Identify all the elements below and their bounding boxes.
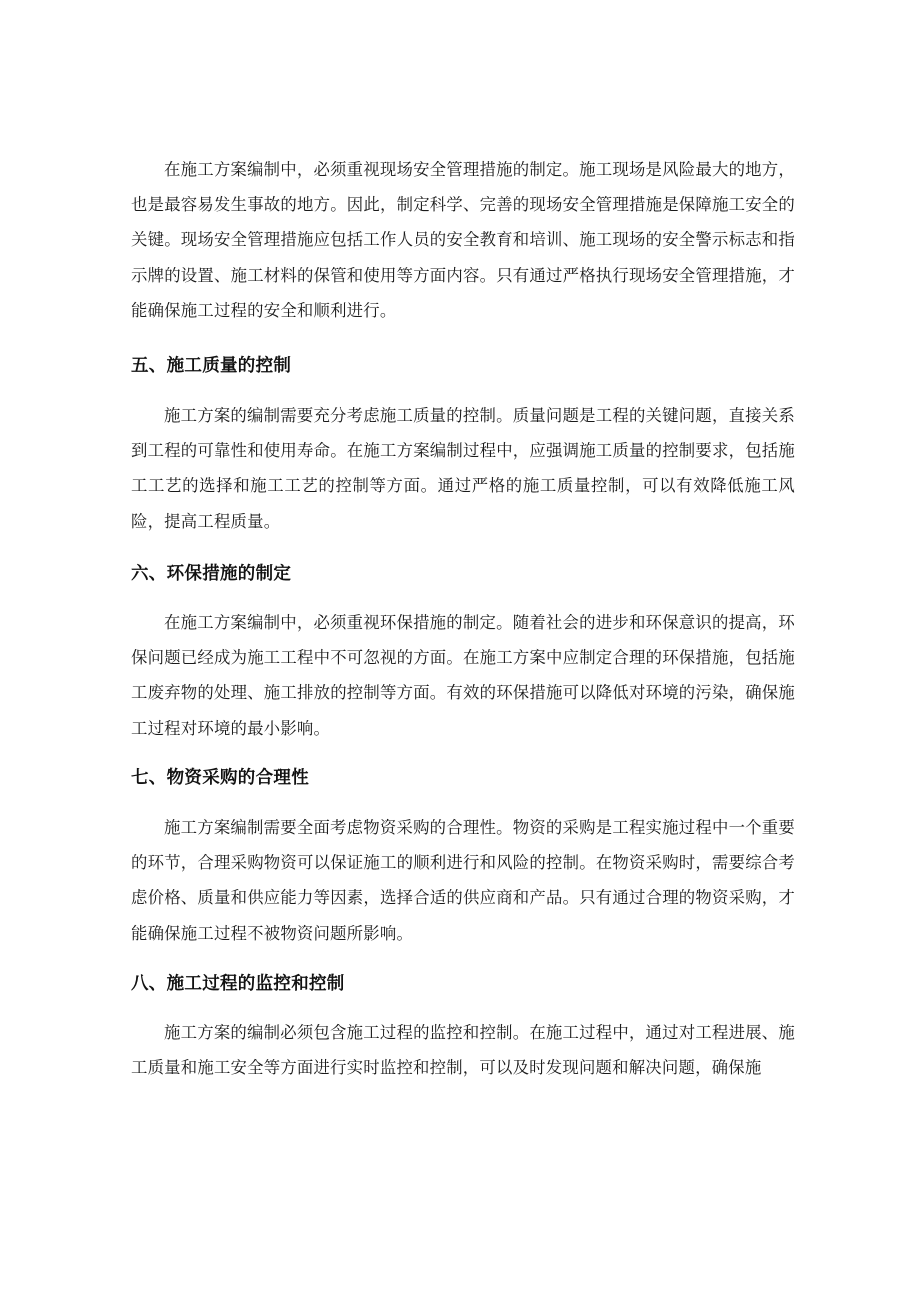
heading-section-5: 五、施工质量的控制 (131, 356, 292, 376)
paragraph-section-5: 施工方案的编制需要充分考虑施工质量的控制。质量问题是工程的关键问题，直接关系到工程的可靠性和使用寿命。在施工方案编制过程中，应强调施工质量的控制要求，包括施工工艺的选择和施工工艺的控制等方面。通过严格的施工质量控制，可以有效降低施工风险，提高工程质量。 (131, 406, 795, 531)
paragraph-section-7: 施工方案编制需要全面考虑物资采购的合理性。物资的采购是工程实施过程中一个重要的环节，合理采购物资可以保证施工的顺利进行和风险的控制。在物资采购时，需要综合考虑价格、质量和供应能力等因素，选择合适的供应商和产品。只有通过合理的物资采购，才能确保施工过程不被物资问题所影响。 (131, 818, 795, 943)
heading-section-8: 八、施工过程的监控和控制 (131, 974, 345, 994)
heading-section-6: 六、环保措施的制定 (131, 564, 292, 584)
paragraph-section-8: 施工方案的编制必须包含施工过程的监控和控制。在施工过程中，通过对工程进展、施工质量和施工安全等方面进行实时监控和控制，可以及时发现问题和解决问题，确保施 (131, 1023, 795, 1078)
paragraph-section-6: 在施工方案编制中，必须重视环保措施的制定。随着社会的进步和环保意识的提高，环保问题已经成为施工工程中不可忽视的方面。在施工方案中应制定合理的环保措施，包括施工废弃物的处理、施工排放的控制等方面。有效的环保措施可以降低对环境的污染，确保施工过程对环境的最小影响。 (131, 613, 795, 738)
paragraph-site-safety: 在施工方案编制中，必须重视现场安全管理措施的制定。施工现场是风险最大的地方，也是最容易发生事故的地方。因此，制定科学、完善的现场安全管理措施是保障施工安全的关键。现场安全管理措施应包括工作人员的安全教育和培训、施工现场的安全警示标志和指示牌的设置、施工材料的保管和使用等方面内容。只有通过严格执行现场安全管理措施，才能确保施工过程的安全和顺利进行。 (131, 160, 795, 320)
heading-section-7: 七、物资采购的合理性 (131, 768, 309, 788)
